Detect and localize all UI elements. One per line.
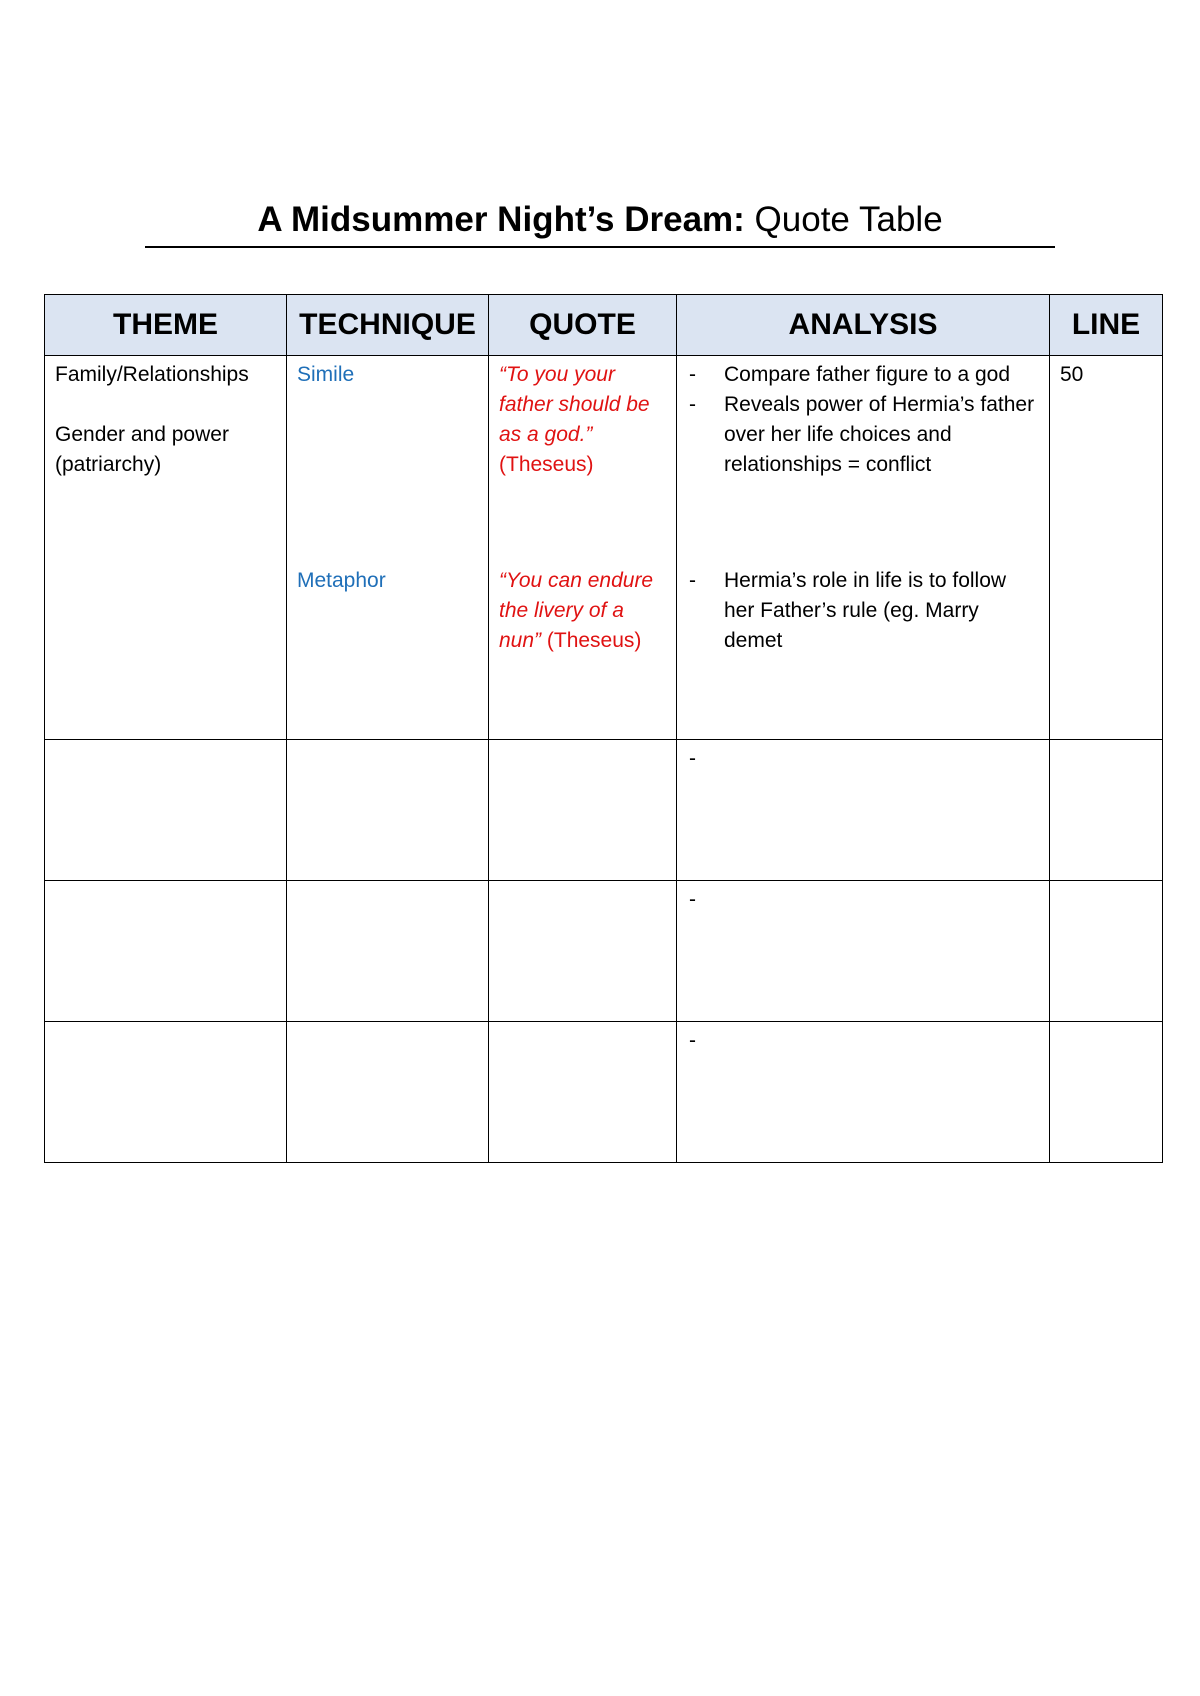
quote-text: “You can endure the livery of a nun” [499,569,654,652]
analysis-list [687,566,1039,656]
technique-cell[interactable] [287,881,489,1022]
line-cell[interactable]: 50 [1050,356,1163,740]
analysis-cell[interactable] [677,740,1050,881]
quote-cell[interactable] [489,1022,677,1163]
theme-item: Family/Relationships [55,363,249,386]
theme-cell[interactable] [45,1022,287,1163]
title-rest: Quote Table [744,200,943,239]
analysis-dash: - [689,1029,696,1052]
quote-item [499,566,666,656]
header-line: LINE [1050,295,1163,356]
table-row [45,356,1163,740]
table-row [45,881,1163,1022]
document-title [145,196,1055,248]
technique-item: Simile [297,363,355,386]
line-cell[interactable] [1050,881,1163,1022]
table-row [45,1022,1163,1163]
quote-item [499,360,666,480]
quote-speaker: (Theseus) [499,453,594,476]
analysis-point: - Hermia’s role in life is to follow her Father’s rule (eg. Marry demet [687,566,1039,656]
analysis-point: - Compare father figure to a god [687,360,1039,390]
technique-cell[interactable] [287,356,489,740]
technique-cell[interactable] [287,740,489,881]
analysis-dash: - [689,888,696,911]
quote-speaker: (Theseus) [546,629,642,652]
line-cell[interactable] [1050,1022,1163,1163]
header-quote: QUOTE [489,295,677,356]
theme-item: Gender and power (patriarchy) [55,423,229,476]
technique-item: Metaphor [297,569,386,592]
quote-cell[interactable] [489,740,677,881]
analysis-cell[interactable] [677,1022,1050,1163]
line-cell[interactable] [1050,740,1163,881]
theme-cell[interactable] [45,740,287,881]
theme-cell[interactable] [45,356,287,740]
analysis-cell[interactable] [677,356,1050,740]
analysis-cell[interactable] [677,881,1050,1022]
quote-text: “To you your father should be as a god.” [499,363,650,446]
analysis-list [687,360,1039,480]
quote-table [44,294,1163,1163]
technique-cell[interactable] [287,1022,489,1163]
quote-cell[interactable] [489,881,677,1022]
analysis-dash: - [689,747,696,770]
quote-cell[interactable] [489,356,677,740]
header-row [45,295,1163,356]
header-technique: TECHNIQUE [287,295,489,356]
header-theme: THEME [45,295,287,356]
header-analysis: ANALYSIS [677,295,1050,356]
theme-cell[interactable] [45,881,287,1022]
analysis-point: - Reveals power of Hermia’s father over her life choices and relationships = conflict [687,390,1039,480]
title-bold: A Midsummer Night’s Dream: [257,200,745,239]
table-row [45,740,1163,881]
